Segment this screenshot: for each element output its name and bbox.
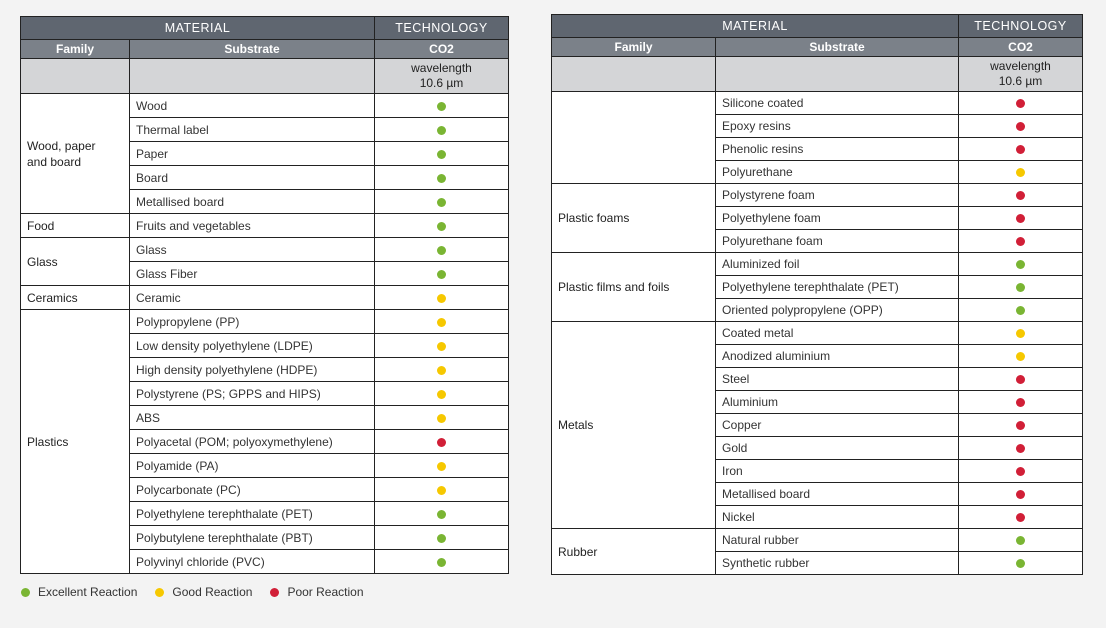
wavelength-header [375, 59, 509, 94]
reaction-cell [375, 262, 509, 286]
substrate-cell: Oriented polypropylene (OPP) [716, 299, 959, 322]
table-row [21, 214, 509, 238]
reaction-legend [21, 585, 382, 599]
substrate-cell: Metallised board [716, 483, 959, 506]
material-table-left [20, 16, 509, 574]
substrate-cell: Polyethylene foam [716, 207, 959, 230]
substrate-cell: Epoxy resins [716, 115, 959, 138]
reaction-cell [375, 142, 509, 166]
reaction-cell [959, 138, 1083, 161]
reaction-cell [375, 310, 509, 334]
reaction-cell [959, 368, 1083, 391]
substrate-cell: Gold [716, 437, 959, 460]
legend-item [155, 585, 252, 599]
excellent-reaction-dot-icon [1016, 559, 1025, 568]
substrate-cell: Polyamide (PA) [130, 454, 375, 478]
family-cell: Metals [552, 322, 716, 529]
substrate-cell: Glass Fiber [130, 262, 375, 286]
good-reaction-dot-icon [437, 486, 446, 495]
substrate-cell: Polyethylene terephthalate (PET) [716, 276, 959, 299]
reaction-cell [375, 334, 509, 358]
family-cell: Plastics [21, 310, 130, 574]
substrate-cell: Polypropylene (PP) [130, 310, 375, 334]
poor-reaction-dot-icon [437, 438, 446, 447]
excellent-reaction-dot-icon [1016, 260, 1025, 269]
good-reaction-dot-icon [155, 588, 164, 597]
good-reaction-dot-icon [1016, 168, 1025, 177]
empty-header-cell [21, 59, 130, 94]
excellent-reaction-dot-icon [437, 534, 446, 543]
good-reaction-dot-icon [437, 390, 446, 399]
reaction-cell [959, 276, 1083, 299]
excellent-reaction-dot-icon [437, 174, 446, 183]
legend-label: Poor Reaction [287, 585, 364, 599]
excellent-reaction-dot-icon [437, 222, 446, 231]
reaction-cell [959, 92, 1083, 115]
excellent-reaction-dot-icon [437, 198, 446, 207]
substrate-cell: Synthetic rubber [716, 552, 959, 575]
reaction-cell [959, 529, 1083, 552]
reaction-cell [375, 286, 509, 310]
wavelength-label: wavelength [990, 59, 1051, 73]
excellent-reaction-dot-icon [21, 588, 30, 597]
material-table-right [551, 14, 1083, 575]
good-reaction-dot-icon [437, 462, 446, 471]
substrate-cell: Ceramic [130, 286, 375, 310]
excellent-reaction-dot-icon [437, 270, 446, 279]
wavelength-value: 10.6 µm [419, 76, 464, 90]
good-reaction-dot-icon [437, 366, 446, 375]
reaction-cell [375, 550, 509, 574]
wavelength-value: 10.6 µm [998, 74, 1043, 88]
good-reaction-dot-icon [437, 414, 446, 423]
reaction-cell [959, 184, 1083, 207]
substrate-cell: Natural rubber [716, 529, 959, 552]
good-reaction-dot-icon [437, 318, 446, 327]
material-header: MATERIAL [552, 15, 959, 38]
empty-header-cell [552, 57, 716, 92]
reaction-cell [375, 454, 509, 478]
reaction-cell [959, 253, 1083, 276]
poor-reaction-dot-icon [1016, 513, 1025, 522]
poor-reaction-dot-icon [1016, 490, 1025, 499]
reaction-cell [959, 299, 1083, 322]
excellent-reaction-dot-icon [1016, 283, 1025, 292]
substrate-cell: Aluminized foil [716, 253, 959, 276]
reaction-cell [375, 526, 509, 550]
substrate-cell: Metallised board [130, 190, 375, 214]
reaction-cell [375, 166, 509, 190]
substrate-cell: Phenolic resins [716, 138, 959, 161]
table-body [552, 92, 1083, 575]
substrate-cell: ABS [130, 406, 375, 430]
excellent-reaction-dot-icon [437, 246, 446, 255]
table-row [552, 322, 1083, 345]
substrate-cell: Wood [130, 94, 375, 118]
excellent-reaction-dot-icon [437, 510, 446, 519]
substrate-cell: Polyvinyl chloride (PVC) [130, 550, 375, 574]
substrate-cell: Copper [716, 414, 959, 437]
substrate-cell: Thermal label [130, 118, 375, 142]
table-row [552, 529, 1083, 552]
family-cell: Ceramics [21, 286, 130, 310]
family-cell: Rubber [552, 529, 716, 575]
substrate-header: Substrate [130, 40, 375, 59]
excellent-reaction-dot-icon [437, 150, 446, 159]
poor-reaction-dot-icon [1016, 421, 1025, 430]
good-reaction-dot-icon [437, 342, 446, 351]
substrate-cell: Iron [716, 460, 959, 483]
reaction-cell [375, 190, 509, 214]
poor-reaction-dot-icon [1016, 467, 1025, 476]
table-row [21, 238, 509, 262]
substrate-header: Substrate [716, 38, 959, 57]
substrate-cell: Polystyrene (PS; GPPS and HIPS) [130, 382, 375, 406]
excellent-reaction-dot-icon [437, 102, 446, 111]
wavelength-label: wavelength [411, 61, 472, 75]
excellent-reaction-dot-icon [1016, 306, 1025, 315]
family-cell: Plastic films and foils [552, 253, 716, 322]
co2-header: CO2 [959, 38, 1083, 57]
reaction-cell [959, 161, 1083, 184]
reaction-cell [959, 391, 1083, 414]
good-reaction-dot-icon [1016, 352, 1025, 361]
material-header: MATERIAL [21, 17, 375, 40]
technology-header: TECHNOLOGY [375, 17, 509, 40]
reaction-cell [375, 478, 509, 502]
substrate-cell: Polystyrene foam [716, 184, 959, 207]
substrate-cell: High density polyethylene (HDPE) [130, 358, 375, 382]
table-row [21, 310, 509, 334]
family-cell [552, 92, 716, 184]
substrate-cell: Aluminium [716, 391, 959, 414]
reaction-cell [375, 118, 509, 142]
substrate-cell: Fruits and vegetables [130, 214, 375, 238]
poor-reaction-dot-icon [270, 588, 279, 597]
legend-item [21, 585, 137, 599]
reaction-cell [375, 358, 509, 382]
table-body [21, 94, 509, 574]
substrate-cell: Paper [130, 142, 375, 166]
substrate-cell: Nickel [716, 506, 959, 529]
family-cell: Plastic foams [552, 184, 716, 253]
substrate-cell: Silicone coated [716, 92, 959, 115]
family-cell: Food [21, 214, 130, 238]
poor-reaction-dot-icon [1016, 122, 1025, 131]
reaction-cell [959, 483, 1083, 506]
substrate-cell: Glass [130, 238, 375, 262]
reaction-cell [375, 238, 509, 262]
reaction-cell [375, 94, 509, 118]
substrate-cell: Polybutylene terephthalate (PBT) [130, 526, 375, 550]
poor-reaction-dot-icon [1016, 191, 1025, 200]
co2-header: CO2 [375, 40, 509, 59]
substrate-cell: Polyurethane [716, 161, 959, 184]
reaction-cell [959, 437, 1083, 460]
reaction-cell [959, 345, 1083, 368]
reaction-cell [375, 214, 509, 238]
reaction-cell [375, 430, 509, 454]
substrate-cell: Steel [716, 368, 959, 391]
reaction-cell [959, 506, 1083, 529]
good-reaction-dot-icon [437, 294, 446, 303]
table-row [21, 94, 509, 118]
excellent-reaction-dot-icon [437, 558, 446, 567]
substrate-cell: Polyethylene terephthalate (PET) [130, 502, 375, 526]
reaction-cell [959, 414, 1083, 437]
reaction-cell [959, 552, 1083, 575]
substrate-cell: Coated metal [716, 322, 959, 345]
good-reaction-dot-icon [1016, 329, 1025, 338]
substrate-cell: Low density polyethylene (LDPE) [130, 334, 375, 358]
table-row [552, 253, 1083, 276]
substrate-cell: Anodized aluminium [716, 345, 959, 368]
technology-header: TECHNOLOGY [959, 15, 1083, 38]
table-row [552, 184, 1083, 207]
poor-reaction-dot-icon [1016, 145, 1025, 154]
reaction-cell [959, 460, 1083, 483]
legend-label: Good Reaction [172, 585, 253, 599]
table-row [552, 92, 1083, 115]
legend-label: Excellent Reaction [38, 585, 138, 599]
poor-reaction-dot-icon [1016, 444, 1025, 453]
reaction-cell [959, 207, 1083, 230]
substrate-cell: Polycarbonate (PC) [130, 478, 375, 502]
reaction-cell [375, 382, 509, 406]
substrate-cell: Polyacetal (POM; polyoxymethylene) [130, 430, 375, 454]
table-row [21, 286, 509, 310]
reaction-cell [959, 115, 1083, 138]
empty-header-cell [716, 57, 959, 92]
excellent-reaction-dot-icon [1016, 536, 1025, 545]
excellent-reaction-dot-icon [437, 126, 446, 135]
poor-reaction-dot-icon [1016, 214, 1025, 223]
poor-reaction-dot-icon [1016, 375, 1025, 384]
poor-reaction-dot-icon [1016, 237, 1025, 246]
reaction-cell [959, 230, 1083, 253]
poor-reaction-dot-icon [1016, 398, 1025, 407]
wavelength-header [959, 57, 1083, 92]
poor-reaction-dot-icon [1016, 99, 1025, 108]
reaction-cell [375, 502, 509, 526]
family-header: Family [21, 40, 130, 59]
empty-header-cell [130, 59, 375, 94]
reaction-cell [375, 406, 509, 430]
substrate-cell: Polyurethane foam [716, 230, 959, 253]
family-cell: Wood, paper and board [21, 94, 130, 214]
legend-item [270, 585, 363, 599]
substrate-cell: Board [130, 166, 375, 190]
reaction-cell [959, 322, 1083, 345]
family-cell: Glass [21, 238, 130, 286]
family-header: Family [552, 38, 716, 57]
